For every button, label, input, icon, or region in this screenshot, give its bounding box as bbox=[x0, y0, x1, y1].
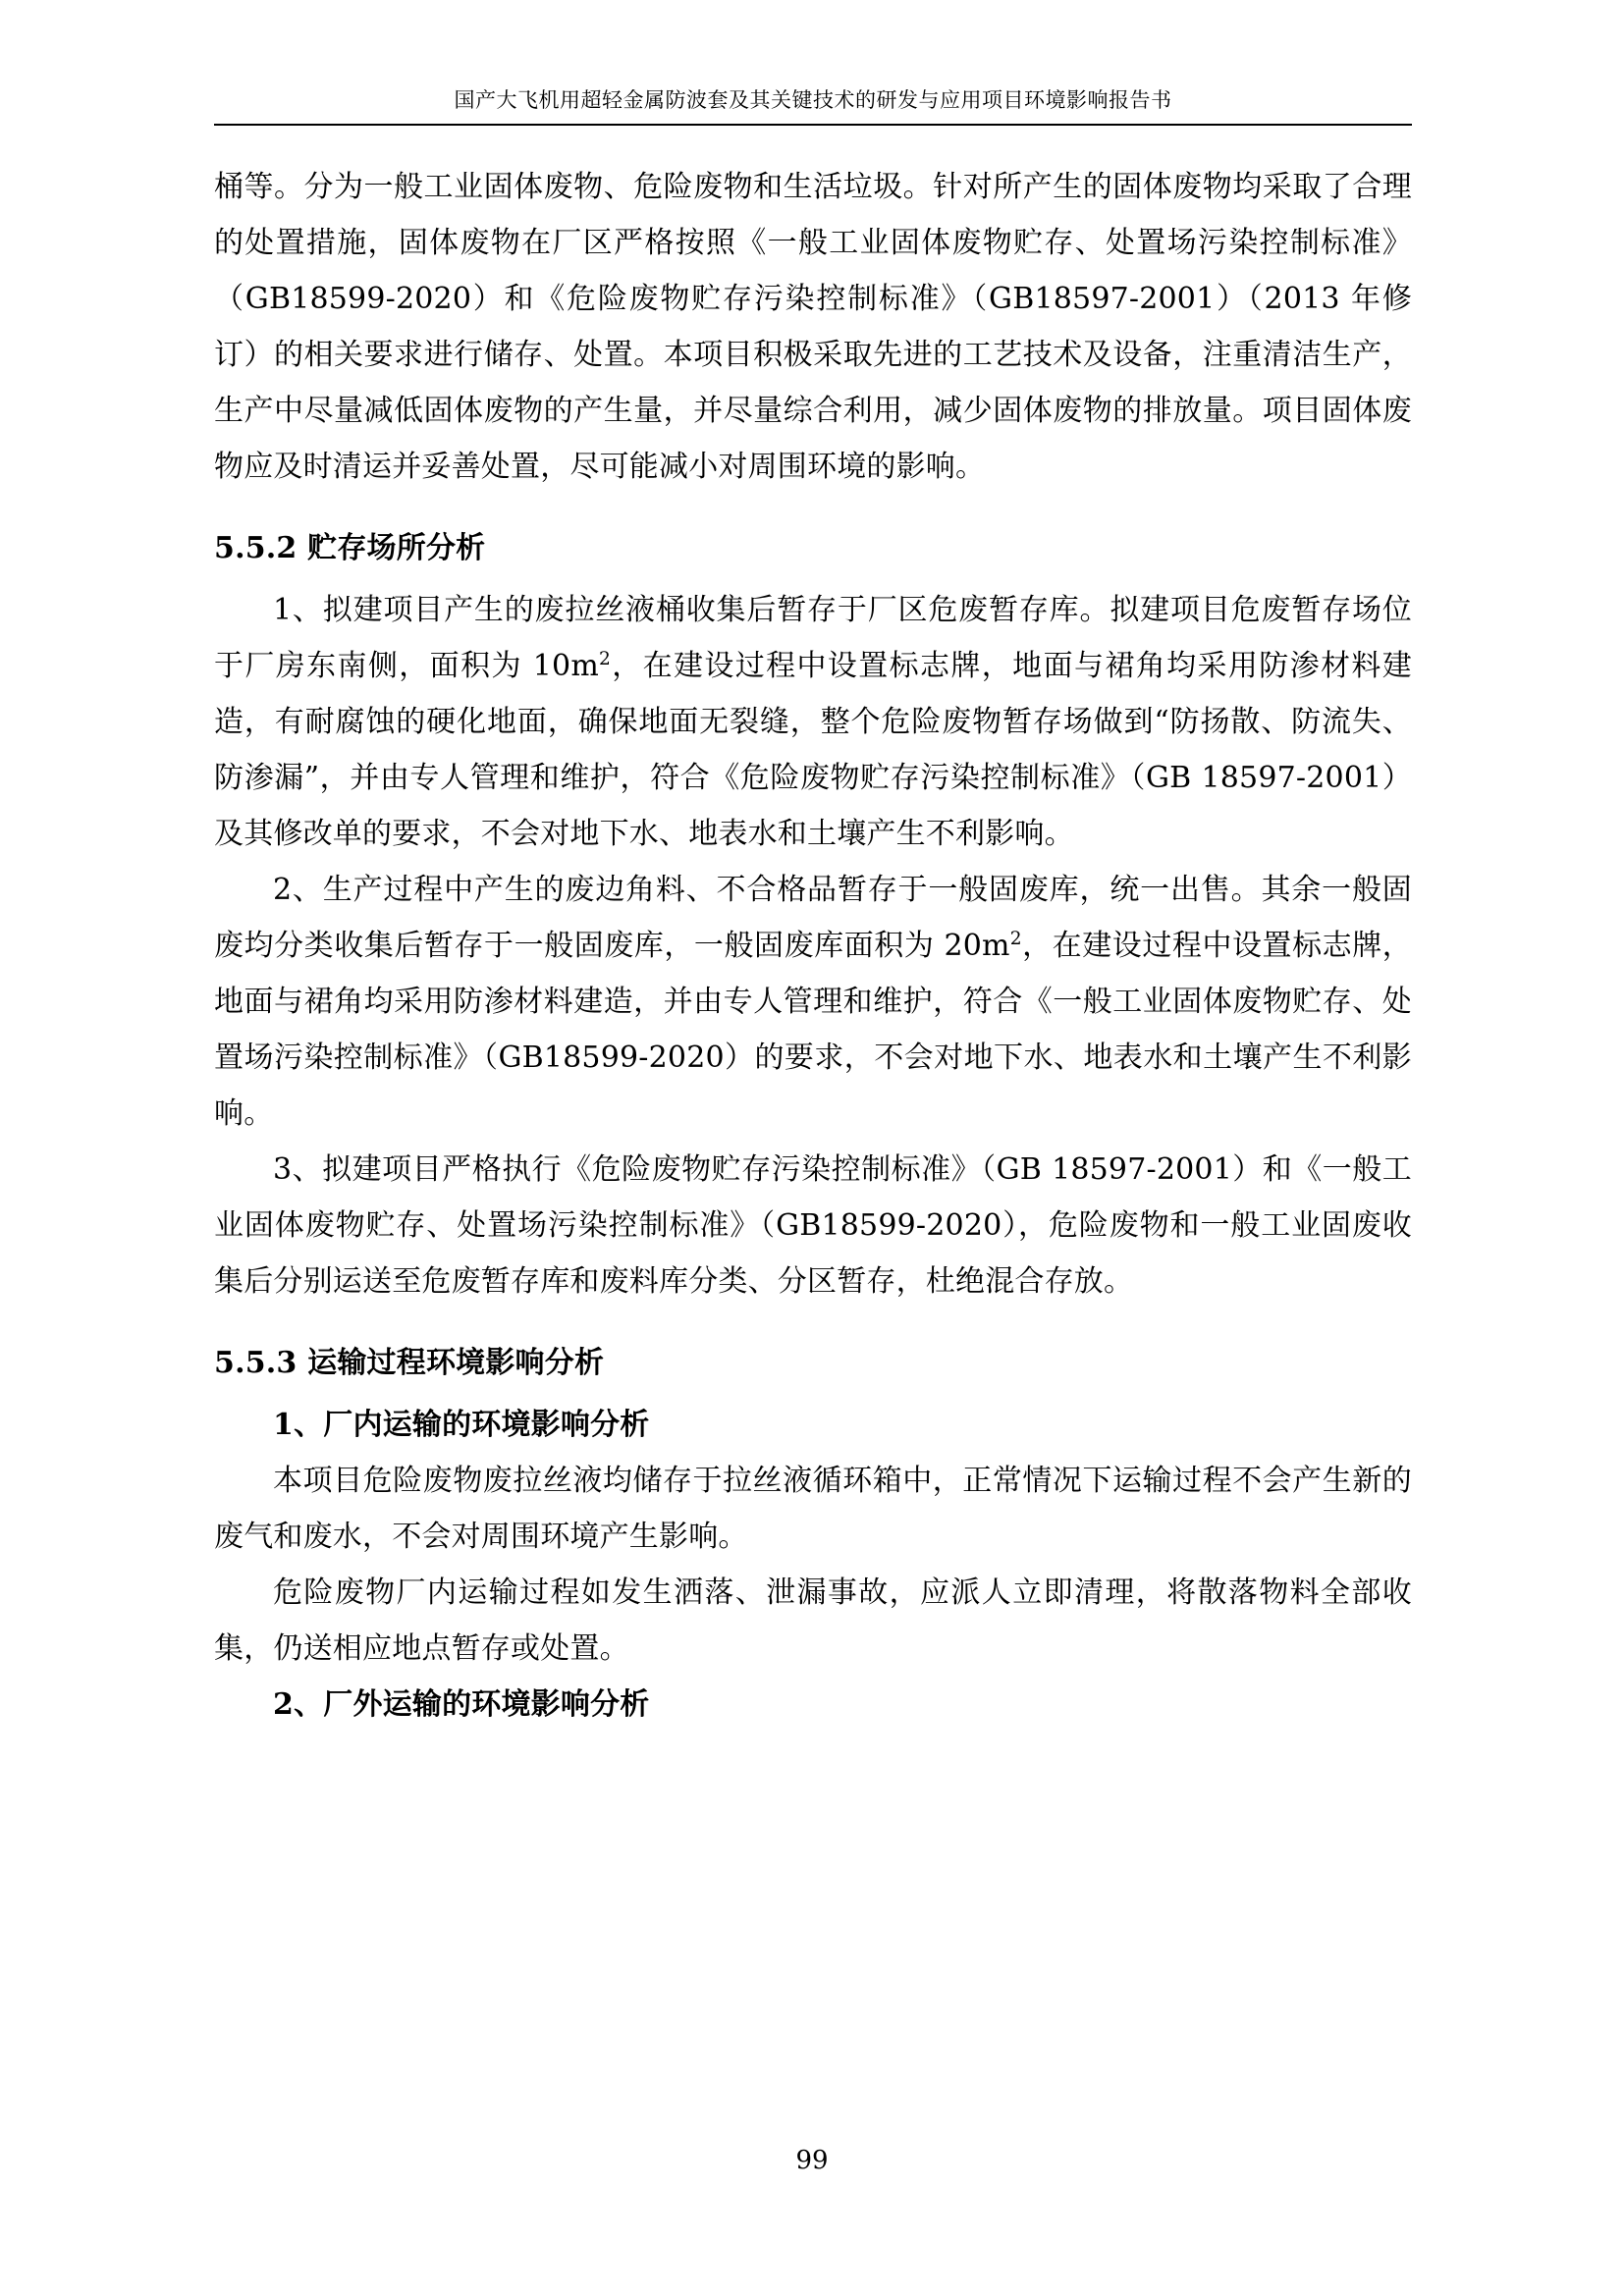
paragraph-552-item-1-part-a: 1、拟建项目产生的废拉丝液桶收集后暂存于厂区危废暂存库。拟建项目危废暂存场位于厂房东南侧，面积为 10m bbox=[214, 593, 1412, 683]
heading-section-5-5-3: 5.5.3 运输过程环境影响分析 bbox=[214, 1346, 605, 1380]
paragraph-552-item-2-part-b: ，在建设过程中设置标志牌，地面与裙角均采用防渗材料建造，并由专人管理和维护，符合《一般工业固体废物贮存、处置场污染控制标准》（GB18599-2020）的要求，不会对地下水、地表水和土壤产生不利影响。 bbox=[214, 929, 1412, 1131]
header-divider bbox=[214, 124, 1412, 126]
heading-section-5-5-3-sub-2: 2、厂外运输的环境影响分析 bbox=[273, 1687, 650, 1722]
page-header-title: 国产大飞机用超轻金属防波套及其关键技术的研发与应用项目环境影响报告书 bbox=[454, 88, 1172, 112]
heading-section-5-5-2: 5.5.2 贮存场所分析 bbox=[214, 531, 486, 565]
paragraph-552-item-1-part-b: ，在建设过程中设置标志牌，地面与裙角均采用防渗材料建造，有耐腐蚀的硬化地面，确保地面无裂缝，整个危险废物暂存场做到“防扬散、防流失、防渗漏”，并由专人管理和维护，符合《危险废物贮存污染控制标准》（GB 18597-2001）及其修改单的要求，不会对地下水、地表水和土壤产生不利影响。 bbox=[214, 649, 1412, 851]
page-content bbox=[214, 84, 1412, 1733]
paragraph-552-item-2 bbox=[214, 862, 1412, 1142]
paragraph-552-item-1-superscript: 2 bbox=[598, 649, 612, 669]
paragraph-552-item-3: 3、拟建项目严格执行《危险废物贮存污染控制标准》（GB 18597-2001）和《一般工业固体废物贮存、处置场污染控制标准》（GB18599-2020），危险废物和一般工业固废收集后分别运送至危废暂存库和废料库分类、分区暂存，杜绝混合存放。 bbox=[214, 1152, 1412, 1299]
paragraph-553-sub1-p1: 本项目危险废物废拉丝液均储存于拉丝液循环箱中，正常情况下运输过程不会产生新的废气和废水，不会对周围环境产生影响。 bbox=[214, 1464, 1412, 1554]
heading-section-5-5-3-sub-1: 1、厂内运输的环境影响分析 bbox=[273, 1408, 650, 1442]
page-number: 99 bbox=[795, 2146, 829, 2175]
paragraph-intro: 桶等。分为一般工业固体废物、危险废物和生活垃圾。针对所产生的固体废物均采取了合理的处置措施，固体废物在厂区严格按照《一般工业固体废物贮存、处置场污染控制标准》（GB18599-2020）和《危险废物贮存污染控制标准》（GB18597-2001）（2013 年修订）的相关要求进行储存、处置。本项目积极采取先进的工艺技术及设备，注重清洁生产，生产中尽量减低固体废物的产生量，并尽量综合利用，减少固体废物的排放量。项目固体废物应及时清运并妥善处置，尽可能减小对周围环境的影响。 bbox=[214, 170, 1412, 484]
paragraph-553-sub1-p2: 危险废物厂内运输过程如发生洒落、泄漏事故，应派人立即清理，将散落物料全部收集，仍送相应地点暂存或处置。 bbox=[214, 1575, 1412, 1666]
paragraph-552-item-1 bbox=[214, 582, 1412, 862]
paragraph-552-item-2-superscript: 2 bbox=[1009, 929, 1022, 949]
paragraph-552-item-2-part-a: 2、生产过程中产生的废边角料、不合格品暂存于一般固废库，统一出售。其余一般固废均分类收集后暂存于一般固废库，一般固废库面积为 20m bbox=[214, 873, 1412, 963]
